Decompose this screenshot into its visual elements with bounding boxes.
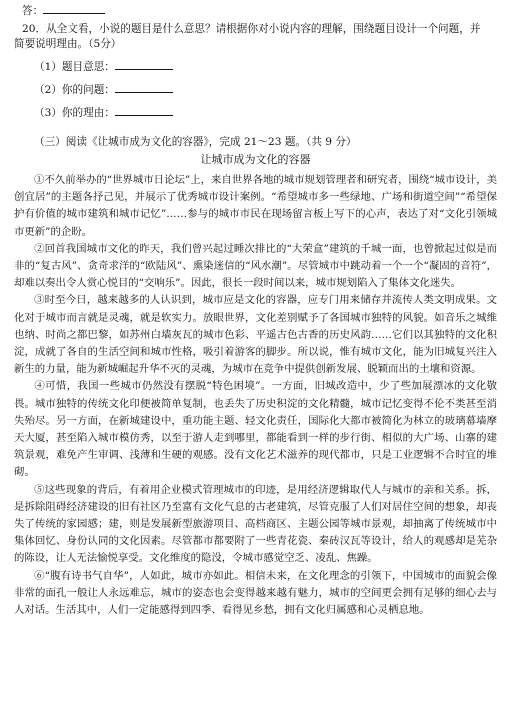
answer-blank[interactable] (43, 2, 105, 14)
item-label: （3）你的理由： (34, 107, 115, 119)
reading-section-3 (14, 135, 497, 619)
paragraph-1: ①不久前举办的“世界城市日论坛”上，来自世界各地的城市规划管理者和研究者，围绕“城市设计，美创宜居”的主题各抒己见，并展示了优秀城市设计案例。“希望城市多一些绿地、广场和街道空间”“希望保护有价值的城市建筑和城市记忆”……参与的城市市民在现场留言板上写下的心声，表达了对“文化引领城市更新”的企盼。 (14, 174, 497, 238)
item-label: （2）你的问题： (34, 84, 115, 96)
answer-label: 答： (22, 5, 44, 17)
question-20-stem-line1: 20．从全文看，小说的题目是什么意思？请根据你对小说内容的理解，围绕题目设计一个问题，并 (22, 23, 481, 35)
paragraph-4: ④可惜，我国一些城市仍然没有摆脱“特色困境”。一方面，旧城改造中，少了些加展漂冰的文化敬畏。城市独特的传统文化印便被简单复制，也丢失了历史积淀的文化精髓，城市记忆变得不伦不类甚至消失殆尽。另一方面，在新城建设中，重功能主题、轻文化责任，国际化大都市被简化为林立的玻璃幕墙摩天大厦，甚至陷入城市模仿秀，以至于游人走到哪里，都能看到一样的步行街、相似的大广场、山寨的建筑景观，难免产生审调、浅薄和生硬的观感。没有文化艺术滋养的现代都市，只是工业逻辑不合时宜的堆砌。 (14, 380, 497, 479)
meaning-blank[interactable] (115, 58, 173, 70)
question-20-item-reason (14, 104, 497, 121)
question-20-stem-line2: 简要说明理由。（5分） (14, 38, 122, 50)
item-label: （1）题目意思： (34, 61, 115, 73)
paragraph-5: ⑤这些现象的背后，有着用企业模式管理城市的印迹，是用经济逻辑取代人与城市的亲和关系。拆，是拆除阻碍经济建设的旧有社区乃至富有文化气息的古老建筑，尽管克服了人们对居住空间的想象，却丧失了传统的家园感；建，则是发展新型旅游项目、高档商区、主题公园等城市景观，却抽离了传统城市中集体回忆、身份认同的文化因素。尽管都市都要附了一些青花瓷、秦砖汉瓦等设计，给人的观感却是芜杂的陈设，让人无法愉悦享受。文化维度的隐没，令城市感觉空乏、凌乱、焦躁。 (14, 483, 497, 565)
question-20-item-question (14, 81, 497, 98)
article-title: 让城市成为文化的容器 (200, 153, 311, 166)
answer-line-top (22, 2, 105, 18)
question-blank[interactable] (115, 81, 173, 93)
paragraph-3: ③时至今日，越来越多的人认识到，城市应是文化的容器，应专门用来储存并流传人类文明成果。文化对于城市而言就是灵魂，就是软实力。放眼世界，文化差别赋予了各国城市独特的风貌。如音乐之城维也纳、时尚之都巴黎，如苏州白墙灰瓦的城市色彩、平遥古色古香的历史风韵……它们以其独特的文化积淀，成就了各自的生活空间和城市性格，吸引着游客的脚步。所以说，惟有城市文化，能为旧城复兴注入新生的力量，能为新城崛起升华不灭的灵魂，为城市在竞争中提供创新发展、脱颖而出的土壤和资源。 (14, 294, 497, 376)
paragraph-6: ⑥“腹有诗书气自华”，人如此，城市亦如此。相信未来，在文化理念的引领下，中国城市的面貌会像非常的面孔一般让人永远难忘，城市的姿态也会变得越来越有魅力，城市的空间更会拥有足够的细心去与人对话。生活其中，人们一定能感得到四季、看得见乡愁，拥有文化归属感和心灵栖息地。 (14, 569, 497, 617)
question-20-item-meaning (14, 58, 497, 75)
reason-blank[interactable] (115, 104, 173, 116)
section-heading: （三）阅读《让城市成为文化的容器》，完成 21～23 题。（共 9 分） (34, 136, 357, 148)
paragraph-2: ②回首我国城市文化的昨天，我们曾兴起过睡次排比的“大荣盒”建筑的千城一面，也曾掀起过似是而非的“复古风”、贪奇求洋的“欧陆风”、熏染迷信的“风水潮”。尽管城市中跳动着一个一个“凝固的音符”，却难以奏出令人赏心悦目的“交响乐”。因此，很长一段时间以来，城市规划陷入了集体文化迷失。 (14, 242, 497, 290)
question-20 (14, 22, 497, 121)
